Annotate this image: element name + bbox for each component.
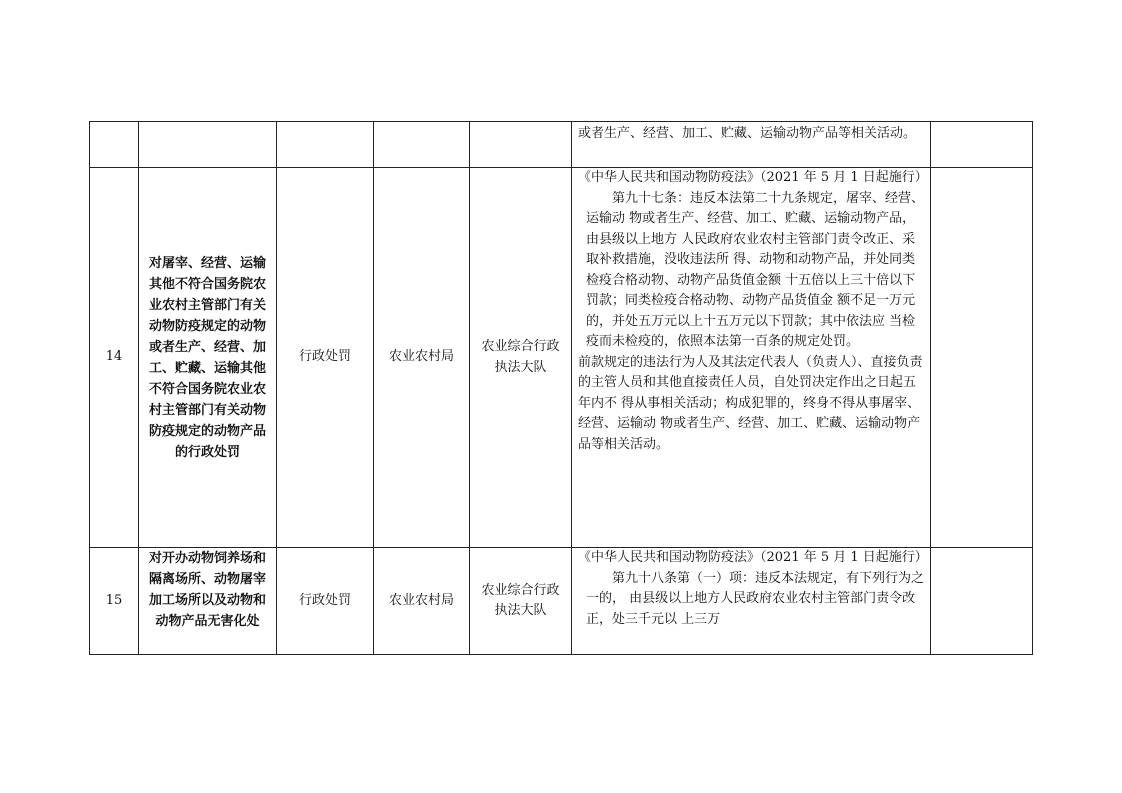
penalty-type: 行政处罚 xyxy=(277,168,374,548)
penalty-type: 行政处罚 xyxy=(277,548,374,655)
legal-basis xyxy=(572,122,931,168)
basis-text: 或者生产、经营、加工、贮藏、运输动物产品等相关活动。 xyxy=(578,126,917,141)
department xyxy=(374,122,470,168)
penalty-table xyxy=(89,121,1033,655)
item-name xyxy=(139,122,277,168)
row-number: 15 xyxy=(90,548,139,655)
enforcement-unit: 农业综合行政执法大队 xyxy=(470,548,572,655)
penalty-type xyxy=(277,122,374,168)
law-article: 第九十七条：违反本法第二十九条规定，屠宰、经营、运输动 物或者生产、经营、加工、贮藏、运输动物产品，由县级以上地方 人民政府农业农村主管部门责令改正、采取补救措施，没收违法所 得、动物和动物产品，并处同类检疫合格动物、动物产品货值金额 十五倍以上三十倍以下罚款；同类检疫合格动物、动物产品货值金 额不足一万元的，并处五万元以上十五万元以下罚款；其中依法应 当检疫而未检疫的，依照本法第一百条的规定处罚。 xyxy=(586,190,925,349)
table-row xyxy=(90,122,1033,168)
row-number xyxy=(90,122,139,168)
item-name: 对开办动物饲养场和隔离场所、动物屠宰加工场所以及动物和动物产品无害化处 xyxy=(139,548,277,655)
row-number: 14 xyxy=(90,168,139,548)
remarks xyxy=(931,548,1033,655)
remarks xyxy=(931,168,1033,548)
law-title: 《中华人民共和国动物防疫法》（2021 年 5 月 1 日起施行） xyxy=(578,550,928,565)
legal-basis xyxy=(572,548,931,655)
enforcement-unit xyxy=(470,122,572,168)
law-article: 第九十八条第（一）项：违反本法规定，有下列行为之一的， 由县级以上地方人民政府农业农村主管部门责令改正，处三千元以 上三万 xyxy=(586,570,925,627)
law-title: 《中华人民共和国动物防疫法》（2021 年 5 月 1 日起施行） xyxy=(578,170,928,185)
law-extra: 前款规定的违法行为人及其法定代表人（负责人）、直接负责 的主管人员和其他直接责任人员，自处罚决定作出之日起五年内不 得从事相关活动；构成犯罪的，终身不得从事屠宰、经营、运输动 物或者生产、经营、加工、贮藏、运输动物产品等相关活动。 xyxy=(578,354,923,452)
remarks xyxy=(931,122,1033,168)
department: 农业农村局 xyxy=(374,168,470,548)
table-row xyxy=(90,548,1033,655)
department: 农业农村局 xyxy=(374,548,470,655)
table-row xyxy=(90,168,1033,548)
enforcement-unit: 农业综合行政执法大队 xyxy=(470,168,572,548)
legal-basis xyxy=(572,168,931,548)
item-name: 对屠宰、经营、运输其他不符合国务院农业农村主管部门有关动物防疫规定的动物或者生产、经营、加工、贮藏、运输其他不符合国务院农业农村主管部门有关动物防疫规定的动物产品的行政处罚 xyxy=(139,168,277,548)
